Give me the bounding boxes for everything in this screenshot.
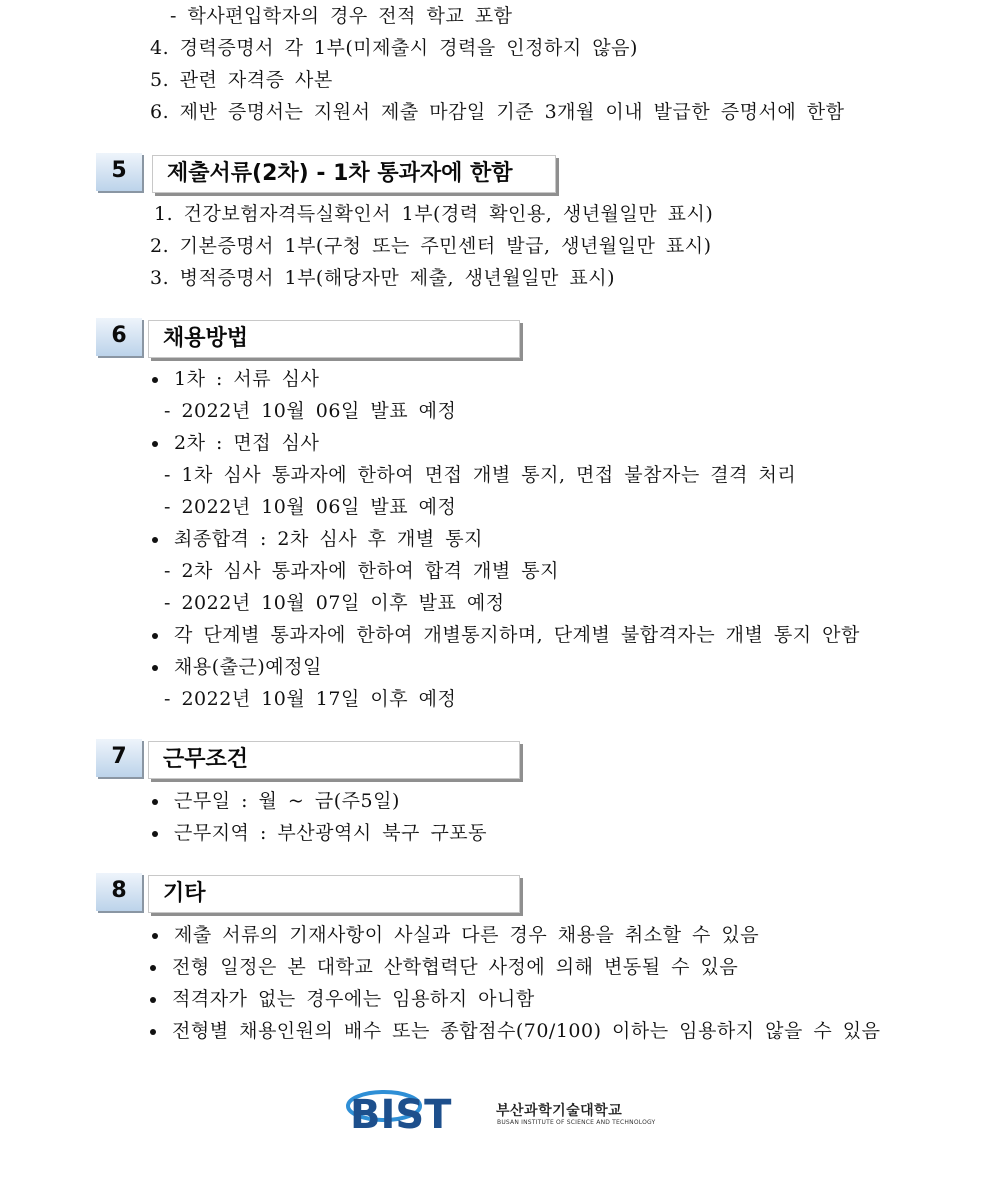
bullet-icon (152, 633, 158, 639)
list-item: 1. 건강보험자격득실확인서 1부(경력 확인용, 생년월일만 표시) (154, 203, 714, 225)
list-item-text: 적격자가 없는 경우에는 임용하지 아니함 (172, 988, 535, 1010)
list-item: 6. 제반 증명서는 지원서 제출 마감일 기준 3개월 이내 발급한 증명서에 한함 (150, 101, 845, 123)
list-item-text: 전형 일정은 본 대학교 산학협력단 사정에 의해 변동될 수 있음 (172, 956, 739, 978)
bullet-icon (152, 665, 158, 671)
list-item-text: 근무지역 : 부산광역시 북구 구포동 (174, 822, 488, 844)
list-item-text: 1차 : 서류 심사 (174, 368, 320, 390)
section-title: 기타 (148, 875, 520, 913)
section-number: 8 (96, 873, 142, 911)
list-item-text: 최종합격 : 2차 심사 후 개별 통지 (174, 528, 483, 550)
bullet-icon (152, 441, 158, 447)
list-item (150, 789, 400, 813)
list-item (150, 821, 487, 845)
list-item (150, 431, 319, 455)
university-name-korean: 부산과학기술대학교 (496, 1103, 623, 1119)
list-item: - 1차 심사 통과자에 한하여 면접 개별 통지, 면접 불참자는 결격 처리 (164, 464, 797, 486)
bullet-icon (152, 933, 158, 939)
list-item: 2. 기본증명서 1부(구청 또는 주민센터 발급, 생년월일만 표시) (150, 235, 712, 257)
list-item (150, 655, 322, 679)
bullet-icon (150, 997, 156, 1003)
list-item-text: 전형별 채용인원의 배수 또는 종합점수(70/100) 이하는 임용하지 않을 수 있음 (172, 1020, 881, 1042)
bullet-icon (150, 965, 156, 971)
list-item (148, 1019, 880, 1043)
list-item-text: 각 단계별 통과자에 한하여 개별통지하며, 단계별 불합격자는 개별 통지 안함 (174, 624, 860, 646)
list-item (150, 623, 860, 647)
list-item (148, 955, 738, 979)
list-item-text: 채용(출근)예정일 (174, 656, 322, 678)
bullet-icon (152, 799, 158, 805)
list-item: - 학사편입학자의 경우 전적 학교 포함 (170, 5, 513, 27)
list-item: 4. 경력증명서 각 1부(미제출시 경력을 인정하지 않음) (150, 37, 638, 59)
list-item: - 2022년 10월 06일 발표 예정 (164, 496, 457, 518)
section-number: 6 (96, 318, 142, 356)
bullet-icon (152, 537, 158, 543)
university-name-english: BUSAN INSTITUTE OF SCIENCE AND TECHNOLOGY (497, 1119, 656, 1126)
list-item-text: 근무일 : 월 ~ 금(주5일) (174, 790, 400, 812)
section-number: 7 (96, 739, 142, 777)
list-item: - 2022년 10월 07일 이후 발표 예정 (164, 592, 505, 614)
bullet-icon (152, 377, 158, 383)
list-item: - 2022년 10월 06일 발표 예정 (164, 400, 457, 422)
list-item: 3. 병적증명서 1부(해당자만 제출, 생년월일만 표시) (150, 267, 616, 289)
list-item (150, 527, 483, 551)
list-item (150, 923, 759, 947)
list-item (150, 367, 319, 391)
list-item: 5. 관련 자격증 사본 (150, 69, 333, 91)
section-title: 채용방법 (148, 320, 520, 358)
list-item-text: 2차 : 면접 심사 (174, 432, 320, 454)
list-item (148, 987, 535, 1011)
bullet-icon (150, 1029, 156, 1035)
section-title: 근무조건 (148, 741, 520, 779)
list-item: - 2022년 10월 17일 이후 예정 (164, 688, 457, 710)
section-title: 제출서류(2차) - 1차 통과자에 한함 (152, 155, 556, 193)
list-item-text: 제출 서류의 기재사항이 사실과 다른 경우 채용을 취소할 수 있음 (174, 924, 760, 946)
bist-logo-icon (346, 1084, 496, 1134)
university-logo (346, 1084, 666, 1134)
logo-text: BIST (350, 1092, 452, 1134)
section-number: 5 (96, 153, 142, 191)
bullet-icon (152, 831, 158, 837)
list-item: - 2차 심사 통과자에 한하여 합격 개별 통지 (164, 560, 559, 582)
